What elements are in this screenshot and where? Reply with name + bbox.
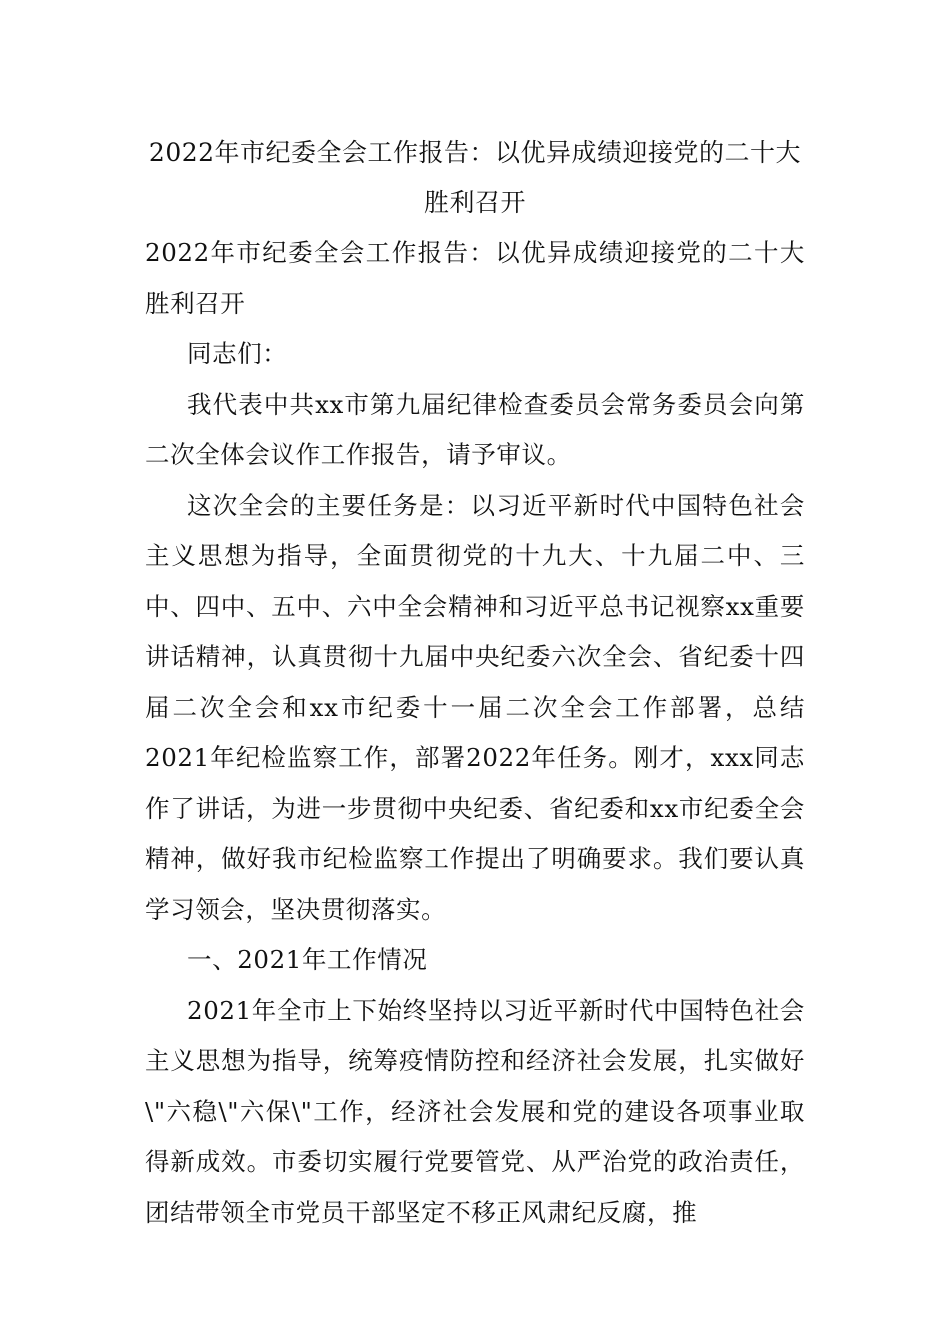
task-paragraph: 这次全会的主要任务是：以习近平新时代中国特色社会主义思想为指导，全面贯彻党的十九大、十九届二中、三中、四中、五中、六中全会精神和习近平总书记视察xx重要讲话精神，认真贯彻十九届中央纪委六次全会、省纪委十四届二次全会和xx市纪委十一届二次全会工作部署，总结2021年纪检监察工作，部署2022年任务。刚才，xxx同志作了讲话，为进一步贯彻中央纪委、省纪委和xx市纪委全会精神，做好我市纪检监察工作提出了明确要求。我们要认真学习领会，坚决贯彻落实。 bbox=[145, 490, 805, 924]
document-body bbox=[145, 228, 805, 1238]
document-subtitle: 2022年市纪委全会工作报告：以优异成绩迎接党的二十大胜利召开 bbox=[145, 238, 805, 318]
section-heading: 一、2021年工作情况 bbox=[187, 945, 428, 974]
salutation-paragraph: 同志们： bbox=[187, 339, 288, 368]
intro-paragraph: 我代表中共xx市第九届纪律检查委员会常务委员会向第二次全体会议作工作报告，请予审议。 bbox=[145, 389, 805, 469]
work-summary-paragraph: 2021年全市上下始终坚持以习近平新时代中国特色社会主义思想为指导，统筹疫情防控和经济社会发展，扎实做好\"六稳\"六保\"工作，经济社会发展和党的建设各项事业取得新成效。市委切实履行党要管党、从严治党的政治责任，团结带领全市党员干部坚定不移正风肃纪反腐，推 bbox=[145, 995, 805, 1227]
document-title: 2022年市纪委全会工作报告：以优异成绩迎接党的二十大胜利召开 bbox=[148, 138, 802, 217]
